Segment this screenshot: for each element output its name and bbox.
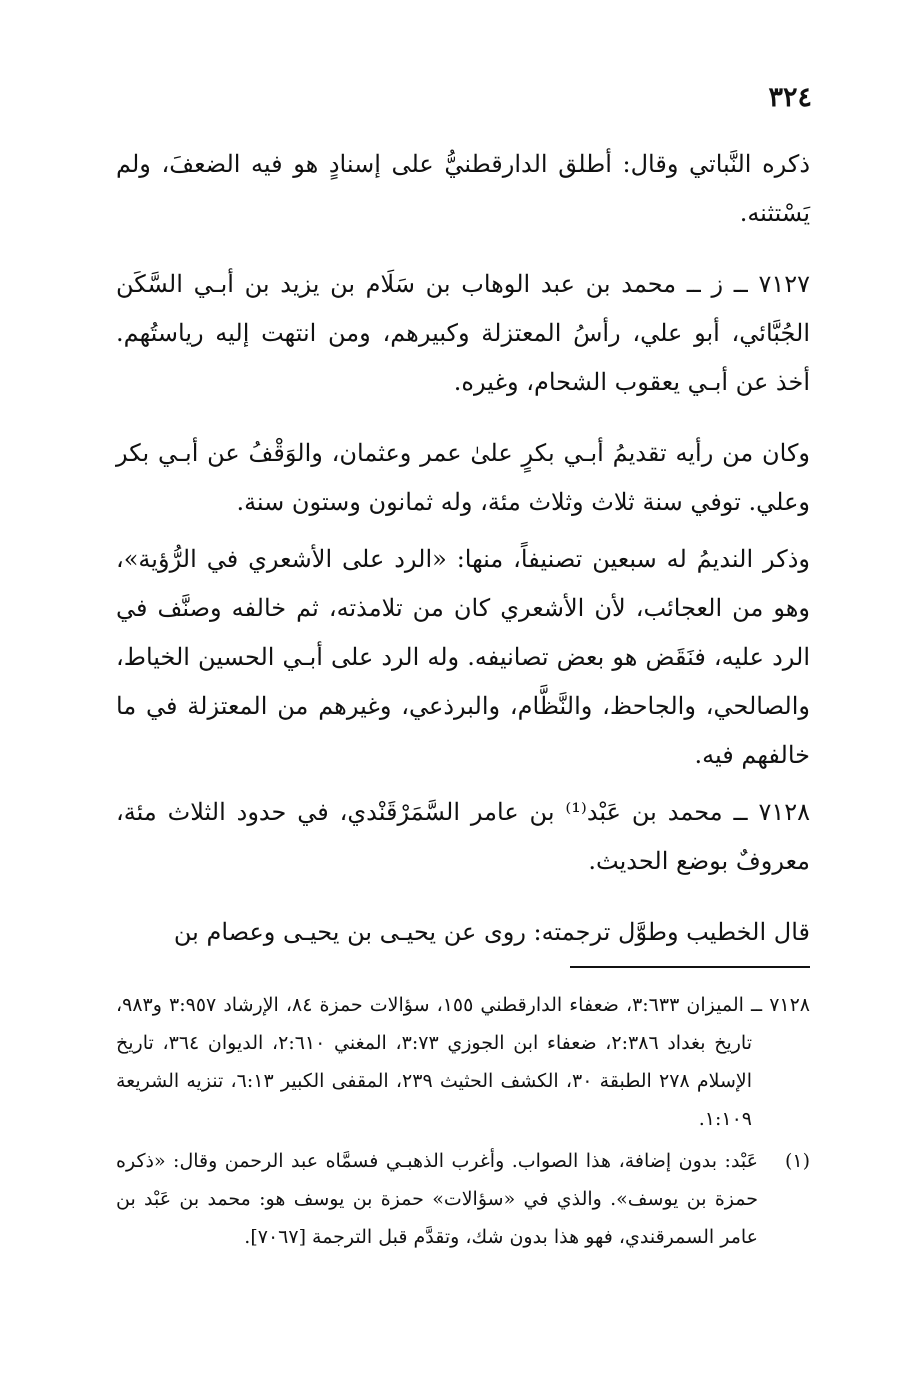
paragraph-6: قال الخطيب وطوَّل ترجمته: روى عن يحيـى بن يحيـى وعصام بن (173, 918, 810, 946)
footnote-1 (116, 1142, 810, 1256)
entry-7127: ٧١٢٧ ــ ز ــ محمد بن عبد الوهاب بن سَلَام بن يزيد بن أبـي السَّكَن الجُبَّائي، أبو علي، رأسُ المعتزلة وكبيرهم، ومن انتهت إليه رياستُهم. أخذ عن أبـي يعقوب الشحام، وغيره. (116, 270, 810, 396)
paragraph-4: وذكر النديمُ له سبعين تصنيفاً، منها: «الرد على الأشعري في الرُّؤية»، وهو من العجائب، لأن الأشعري كان من تلامذته، ثم خالفه وصنَّف في الرد عليه، فنَقَض هو بعض تصانيفه. وله الرد على أبـي الحسين الخياط، والصالحي، والجاحظ، والنَّظَّام، والبرذعي، وغيرهم من المعتزلة في ما خالفهم فيه. (116, 545, 811, 769)
page-number: ٣٢٤ (768, 82, 812, 113)
footnote-sources: ٧١٢٨ ــ الميزان ٣:٦٣٣، ضعفاء الدارقطني ١٥٥، سؤالات حمزة ٨٤، الإرشاد ٣:٩٥٧ و٩٨٣، تاريخ بغداد ٢:٣٨٦، ضعفاء ابن الجوزي ٣:٧٣، المغني ٢:٦١٠، الديوان ٣٦٤، تاريخ الإسلام ٢٧٨ الطبقة ٣٠، الكشف الحثيث ٢٣٩، المقفى الكبير ٦:١٣، تنزيه الشريعة ١:١٠٩. (116, 994, 811, 1130)
main-text (116, 140, 810, 957)
entry-7128: ٧١٢٨ ــ محمد بن عَبْد⁽¹⁾ بن عامر السَّمَرْقَنْدي، في حدود الثلاث مئة، معروفٌ بوضع الحديث. (116, 798, 810, 875)
footnote-marker: (١) (784, 1150, 810, 1172)
footnotes (116, 986, 810, 1256)
paragraph-3: وكان من رأيه تقديمُ أبـي بكرٍ علىٰ عمر وعثمان، والوَقْفُ عن أبـي بكر وعلي. توفي سنة ثلاث وثلاث مئة، وله ثمانون وستون سنة. (116, 439, 810, 516)
footnote-divider (570, 966, 810, 968)
footnote-text: عَبْد: بدون إضافة، هذا الصواب. وأغرب الذهبـي فسمَّاه عبد الرحمن وقال: «ذكره حمزة بن يوسف». والذي في «سؤالات» حمزة بن يوسف هو: محمد بن عَبْد بن عامر السمرقندي، فهو هذا بدون شك، وتقدَّم قبل الترجمة [٧٠٦٧]. (116, 1150, 758, 1248)
paragraph-1: ذكره النَّباتي وقال: أطلق الدارقطنيُّ على إسنادٍ هو فيه الضعفَ، ولم يَسْتثنه. (116, 150, 810, 227)
